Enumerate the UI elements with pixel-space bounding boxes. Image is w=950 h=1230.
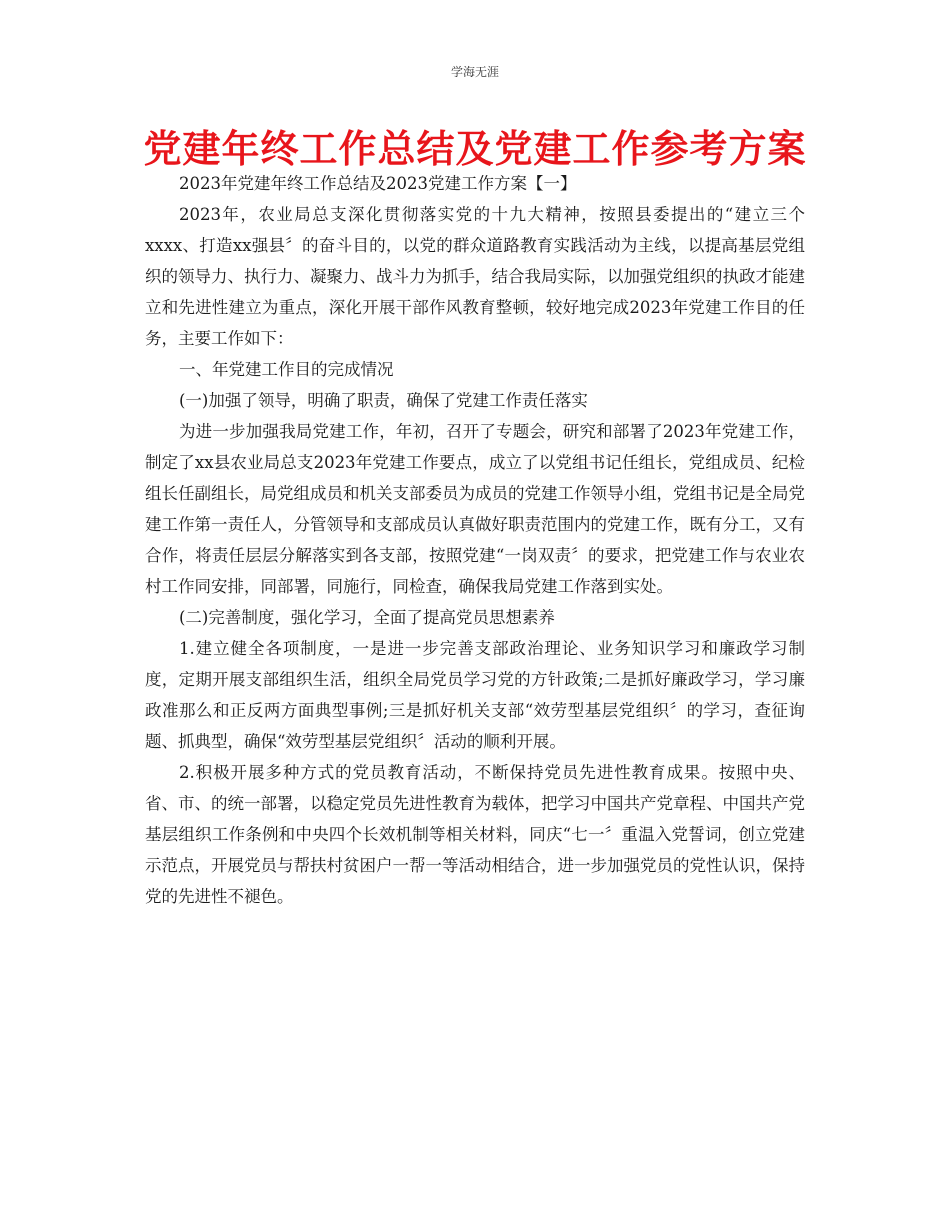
body-paragraph: 为进一步加强我局党建工作，年初，召开了专题会，研究和部署了2023年党建工作，制定了xx县农业局总支2023年党建工作要点，成立了以党组书记任组长，党组成员、纪检组长任副组长，局党组成员和机关支部委员为成员的党建工作领导小组，党组书记是全局党建工作第一责任人，分管领导和支部成员认真做好职责范围内的党建工作，既有分工，又有合作，将责任层层分解落实到各支部，按照党建“一岗双责〞的要求，把党建工作与农业农村工作同安排，同部署，同施行，同检查，确保我局党建工作落到实处。 [145, 422, 805, 596]
document-title: 党建年终工作总结及党建工作参考方案 [143, 127, 807, 171]
document-body [145, 168, 805, 912]
subtitle-paragraph: 2023年党建年终工作总结及2023党建工作方案【一】 [179, 174, 577, 193]
section-heading: 一、年党建工作目的完成情况 [179, 360, 394, 379]
body-paragraph: 2.积极开展多种方式的党员教育活动，不断保持党员先进性教育成果。按照中央、省、市、的统一部署，以稳定党员先进性教育为载体，把学习中国共产党章程、中国共产党基层组织工作条例和中央四个长效机制等相关材料，同庆“七一〞重温入党誓词，创立党建示范点，开展党员与帮扶村贫困户一帮一等活动相结合，进一步加强党员的党性认识，保持党的先进性不褪色。 [145, 763, 805, 906]
subsection-heading: (一)加强了领导，明确了职责，确保了党建工作责任落实 [179, 391, 588, 410]
header-watermark: 学海无涯 [450, 65, 499, 79]
subsection-heading: (二)完善制度，强化学习，全面了提高党员思想素养 [179, 608, 555, 627]
body-paragraph: 2023年，农业局总支深化贯彻落实党的十九大精神，按照县委提出的“建立三个xxxx、打造xx强县〞的奋斗目的，以党的群众道路教育实践活动为主线，以提高基层党组织的领导力、执行力、凝聚力、战斗力为抓手，结合我局实际，以加强党组织的执政才能建立和先进性建立为重点，深化开展干部作风教育整顿，较好地完成2023年党建工作目的任务，主要工作如下： [145, 205, 805, 348]
body-paragraph: 1.建立健全各项制度，一是进一步完善支部政治理论、业务知识学习和廉政学习制度，定期开展支部组织生活，组织全局党员学习党的方针政策;二是抓好廉政学习，学习廉政准那么和正反两方面典型事例;三是抓好机关支部“效劳型基层党组织〞的学习，查征询题、抓典型，确保“效劳型基层党组织〞活动的顺利开展。 [145, 639, 805, 751]
